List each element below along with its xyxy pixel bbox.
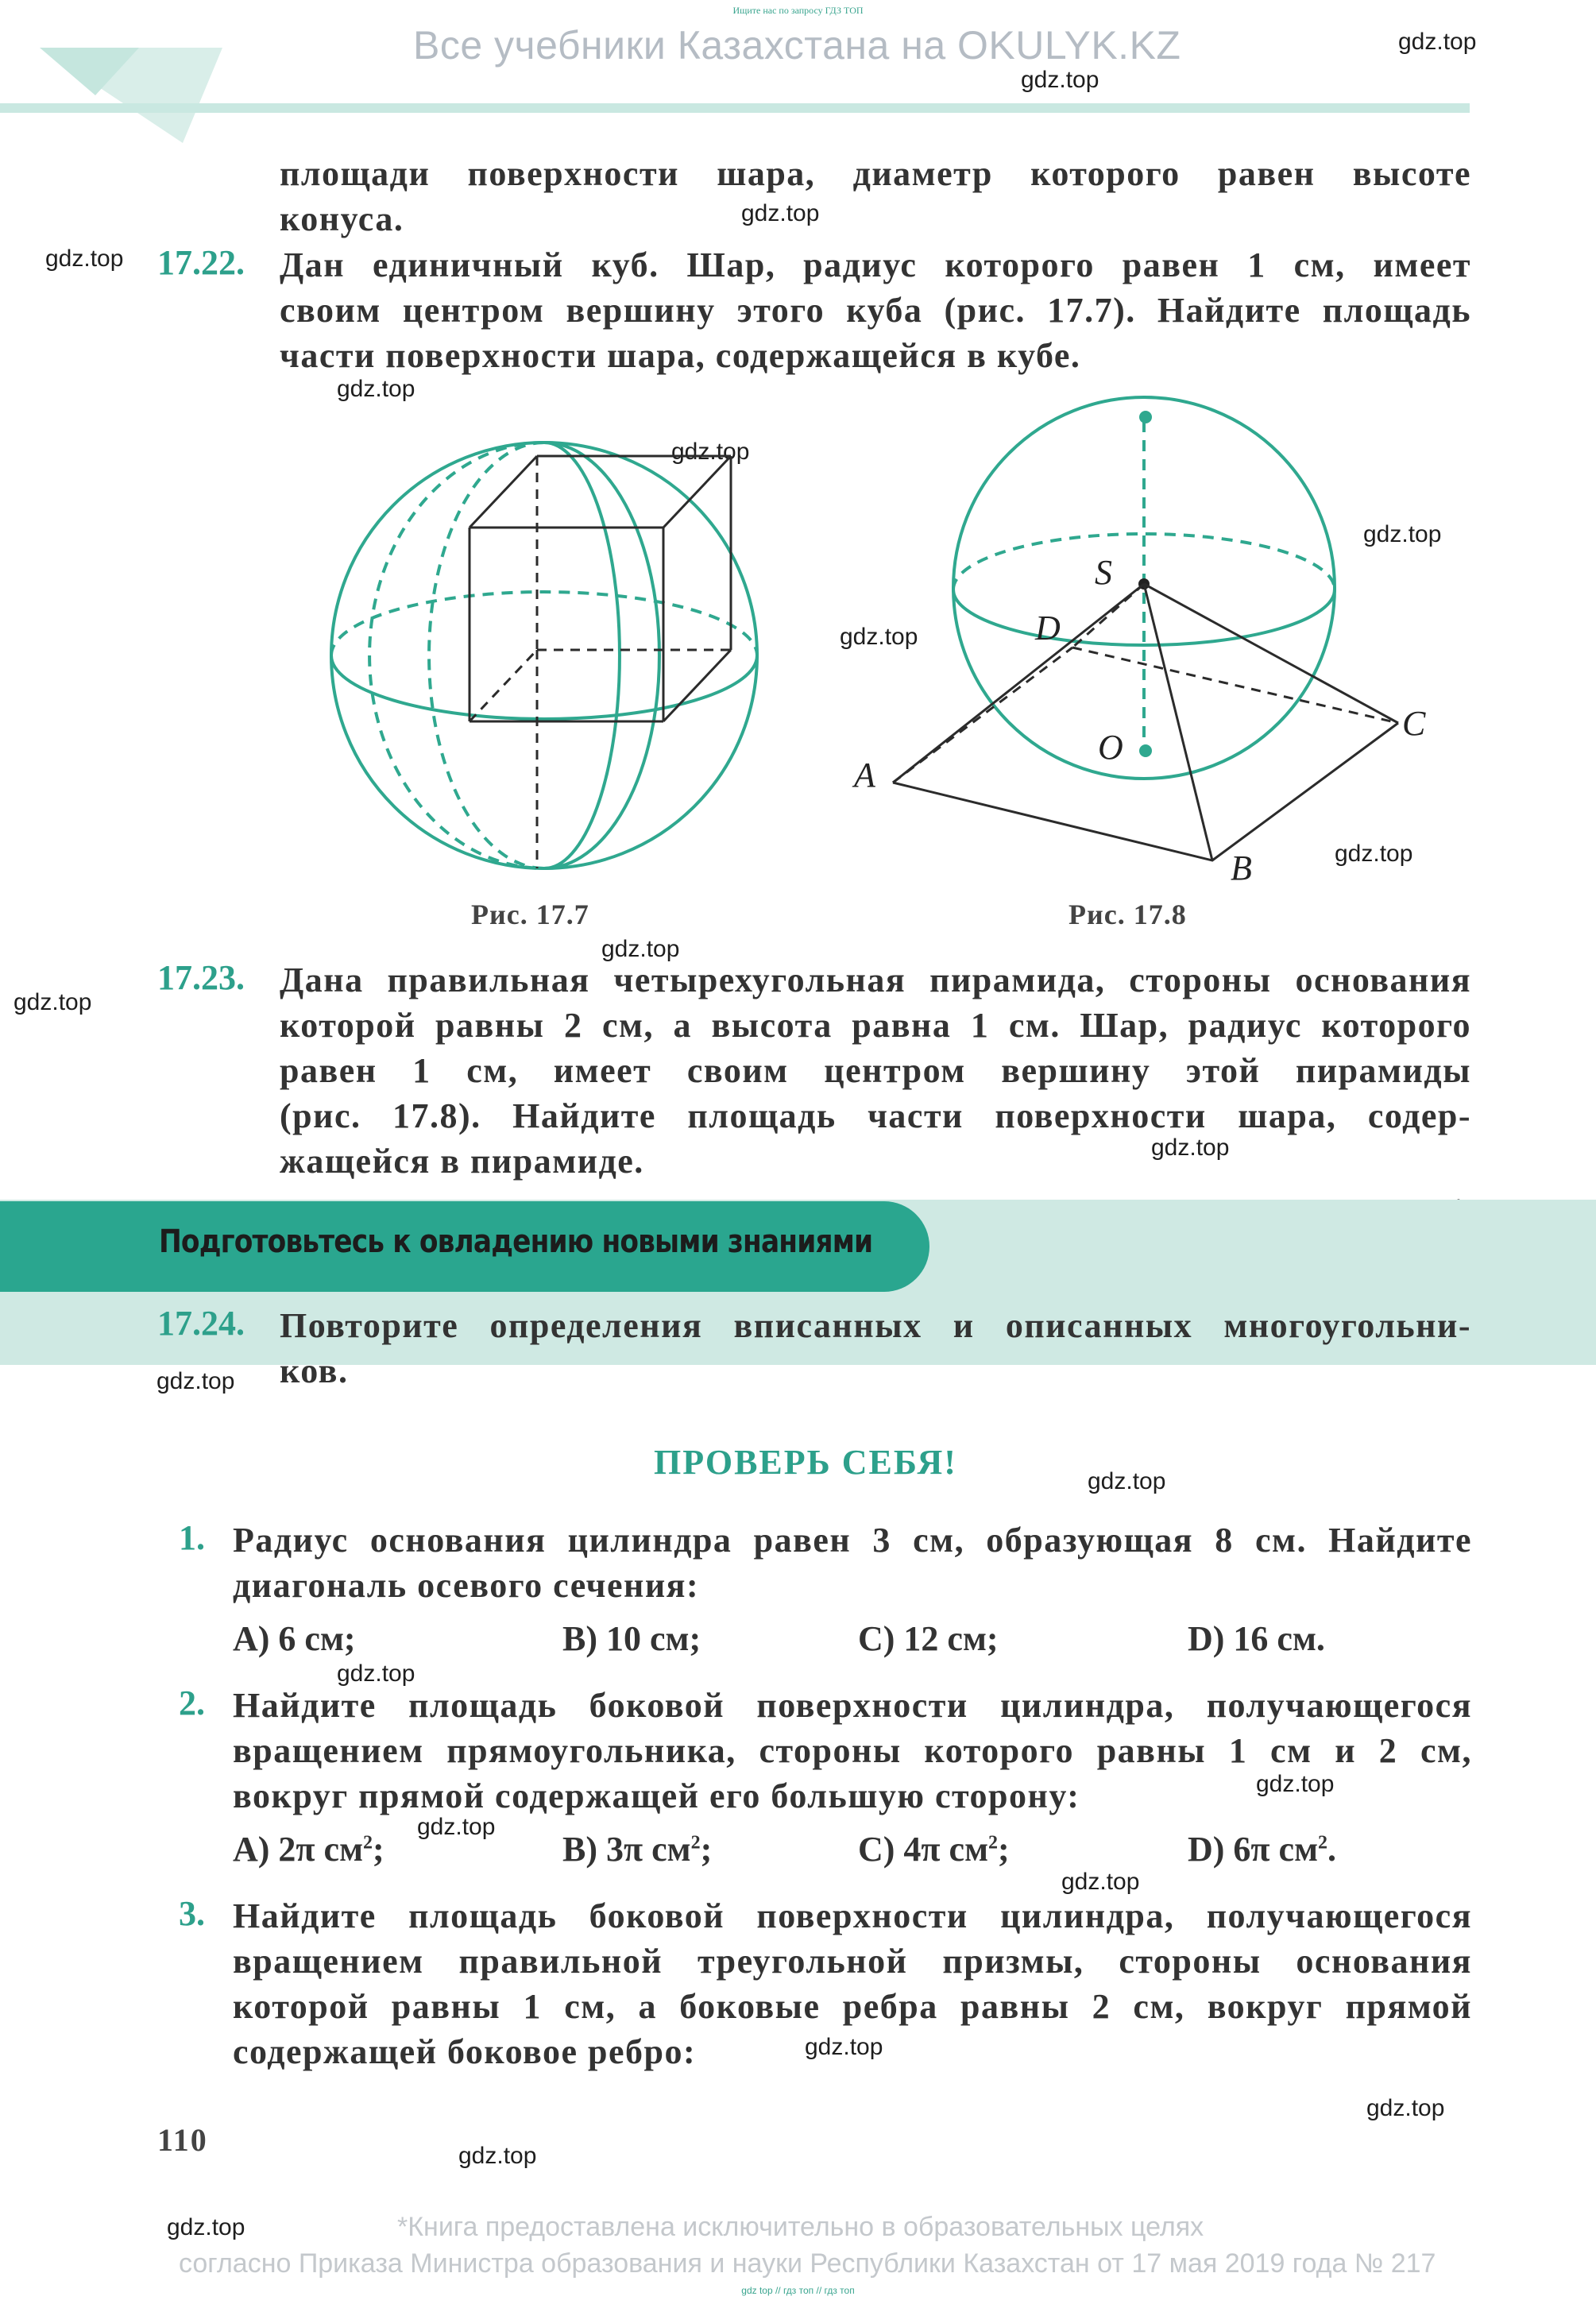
- watermark: gdz.top: [1088, 1468, 1166, 1494]
- answer-option-a[interactable]: [233, 1829, 385, 1869]
- footer-watermark: gdz top // гдз топ // гдз топ: [741, 2285, 855, 2296]
- answer-option-c[interactable]: [858, 1829, 1010, 1869]
- watermark: gdz.top: [157, 1368, 235, 1394]
- label-b: B: [1231, 849, 1252, 887]
- watermark: gdz.top: [337, 1660, 415, 1687]
- section-title: Подготовьтесь к овладению новыми знаниями: [159, 1224, 873, 1260]
- text-line: Найдите площадь боковой поверхности цилиндра, получающегося: [233, 1896, 1472, 1935]
- text-line: Найдите площадь боковой поверхности цилиндра, получающегося: [233, 1686, 1472, 1725]
- meridian-left: [429, 443, 544, 868]
- label-d: D: [1035, 609, 1061, 648]
- pyramid-edge-sc: [1144, 584, 1398, 723]
- watermark: gdz.top: [458, 2143, 537, 2169]
- question-number: 1.: [179, 1518, 205, 1557]
- text-line: которой равны 2 см, а высота равна 1 см. Шар, радиус которого: [280, 1006, 1471, 1045]
- watermark: gdz.top: [417, 1814, 496, 1840]
- watermark: gdz.top: [45, 245, 124, 272]
- text-line: которой равны 1 см, а боковые ребра равны 2 см, вокруг прямой: [233, 1987, 1472, 2026]
- option-text: D) 6π см: [1188, 1830, 1319, 1869]
- watermark: gdz.top: [14, 989, 92, 1015]
- header-rule: [0, 103, 1470, 113]
- figure-caption: Рис. 17.8: [1069, 899, 1187, 930]
- text-line: Дан единичный куб. Шар, радиус которого равен 1 см, имеет: [280, 245, 1471, 284]
- option-suffix: ;: [700, 1830, 713, 1869]
- text-line: содержащей боковое ребро:: [233, 2032, 697, 2071]
- watermark: gdz.top: [1335, 841, 1413, 867]
- option-suffix: ;: [998, 1830, 1010, 1869]
- problem-number: 17.24.: [157, 1304, 245, 1343]
- text-line: конуса.: [280, 199, 404, 238]
- equator-back: [331, 592, 757, 655]
- superscript: 2: [363, 1832, 373, 1854]
- pyramid-hidden-edge: [1072, 648, 1398, 723]
- text-line: Радиус основания цилиндра равен 3 см, образующая 8 см. Найдите: [233, 1521, 1472, 1560]
- watermark: gdz.top: [601, 936, 680, 962]
- top-note: Ищите нас по запросу ГДЗ ТОП: [732, 5, 864, 16]
- label-s: S: [1095, 553, 1112, 592]
- option-text: B) 3π см: [562, 1830, 691, 1869]
- option-text: A) 2π см: [233, 1830, 364, 1869]
- superscript: 2: [1318, 1832, 1328, 1854]
- text-line: вращением правильной треугольной призмы, стороны основания: [233, 1942, 1472, 1981]
- watermark: gdz.top: [1366, 2095, 1445, 2121]
- center-point-o: [1139, 744, 1152, 757]
- cube-edge: [663, 456, 731, 528]
- equator-front: [331, 655, 757, 719]
- superscript: 2: [988, 1832, 999, 1854]
- cube-hidden-edge: [470, 650, 537, 721]
- text-line: Дана правильная четырехугольная пирамида, стороны основания: [280, 961, 1471, 999]
- watermark: gdz.top: [1363, 521, 1442, 547]
- text-line: (рис. 17.8). Найдите площадь части поверхности шара, содер-: [280, 1096, 1471, 1135]
- answer-option-d[interactable]: [1188, 1829, 1336, 1869]
- text-line: вращением прямоугольника, стороны которого равны 1 см и 2 см,: [233, 1731, 1472, 1770]
- meridian-right: [544, 443, 659, 868]
- text-line: части поверхности шара, содержащейся в кубе.: [280, 336, 1081, 375]
- watermark: gdz.top: [1398, 29, 1477, 55]
- site-title[interactable]: Все учебники Казахстана на OKULYK.KZ: [413, 23, 1181, 68]
- label-c: C: [1402, 704, 1426, 743]
- watermark: gdz.top: [671, 439, 750, 465]
- cube-edge: [470, 456, 537, 528]
- answer-option-a[interactable]: A) 6 см;: [233, 1619, 356, 1658]
- question-number: 3.: [179, 1894, 205, 1933]
- problem-number: 17.23.: [157, 958, 245, 997]
- text-line: Повторите определения вписанных и описанных многоугольни-: [280, 1306, 1471, 1345]
- watermark: gdz.top: [1021, 67, 1099, 93]
- page-number: 110: [157, 2122, 208, 2158]
- watermark: gdz.top: [1256, 1771, 1335, 1797]
- pyramid-edge-sb: [1144, 584, 1212, 860]
- text-line: диагональ осевого сечения:: [233, 1566, 700, 1605]
- answer-option-b[interactable]: [562, 1829, 712, 1869]
- label-o: O: [1098, 728, 1123, 767]
- footer-disclaimer: *Книга предоставлена исключительно в образовательных целях: [397, 2212, 1204, 2242]
- option-text: C) 4π см: [858, 1830, 989, 1869]
- watermark: gdz.top: [337, 376, 415, 402]
- watermark: gdz.top: [1061, 1869, 1140, 1895]
- option-suffix: .: [1327, 1830, 1337, 1869]
- pole-point: [1139, 411, 1152, 423]
- answer-option-b[interactable]: B) 10 см;: [562, 1619, 701, 1658]
- meridian-inner: [544, 443, 620, 868]
- problem-number: 17.22.: [157, 243, 245, 282]
- watermark: gdz.top: [805, 2034, 883, 2060]
- text-line: ков.: [280, 1351, 349, 1390]
- question-number: 2.: [179, 1684, 205, 1722]
- watermark: gdz.top: [741, 200, 820, 226]
- figure-caption: Рис. 17.7: [471, 899, 589, 930]
- watermark: gdz.top: [167, 2214, 245, 2240]
- cube-edge: [663, 650, 731, 721]
- sphere-outline: [331, 443, 757, 868]
- watermark: gdz.top: [1151, 1135, 1230, 1161]
- option-suffix: ;: [373, 1830, 385, 1869]
- answer-option-d[interactable]: D) 16 см.: [1188, 1619, 1325, 1658]
- text-line: своим центром вершину этого куба (рис. 17.7). Найдите площадь: [280, 291, 1471, 330]
- superscript: 2: [690, 1832, 701, 1854]
- pyramid-base-front: [893, 723, 1398, 860]
- label-a: A: [854, 756, 875, 794]
- figure-17-7: [318, 429, 779, 890]
- text-line: жащейся в пирамиде.: [280, 1142, 644, 1181]
- text-line: равен 1 см, имеет своим центром вершину этой пирамиды: [280, 1051, 1471, 1090]
- text-line: вокруг прямой содержащей его большую сторону:: [233, 1776, 1080, 1815]
- pyramid-hidden-edge: [893, 648, 1072, 783]
- watermark: gdz.top: [840, 624, 918, 650]
- text-line: площади поверхности шара, диаметр которого равен высоте: [280, 154, 1471, 193]
- answer-option-c[interactable]: C) 12 см;: [858, 1619, 999, 1658]
- check-yourself-title: ПРОВЕРЬ СЕБЯ!: [654, 1443, 957, 1482]
- meridian-outer: [369, 443, 544, 868]
- footer-order: согласно Приказа Министра образования и науки Республики Казахстан от 17 мая 2019 года № 217: [179, 2248, 1436, 2279]
- figure-17-8: [842, 381, 1446, 906]
